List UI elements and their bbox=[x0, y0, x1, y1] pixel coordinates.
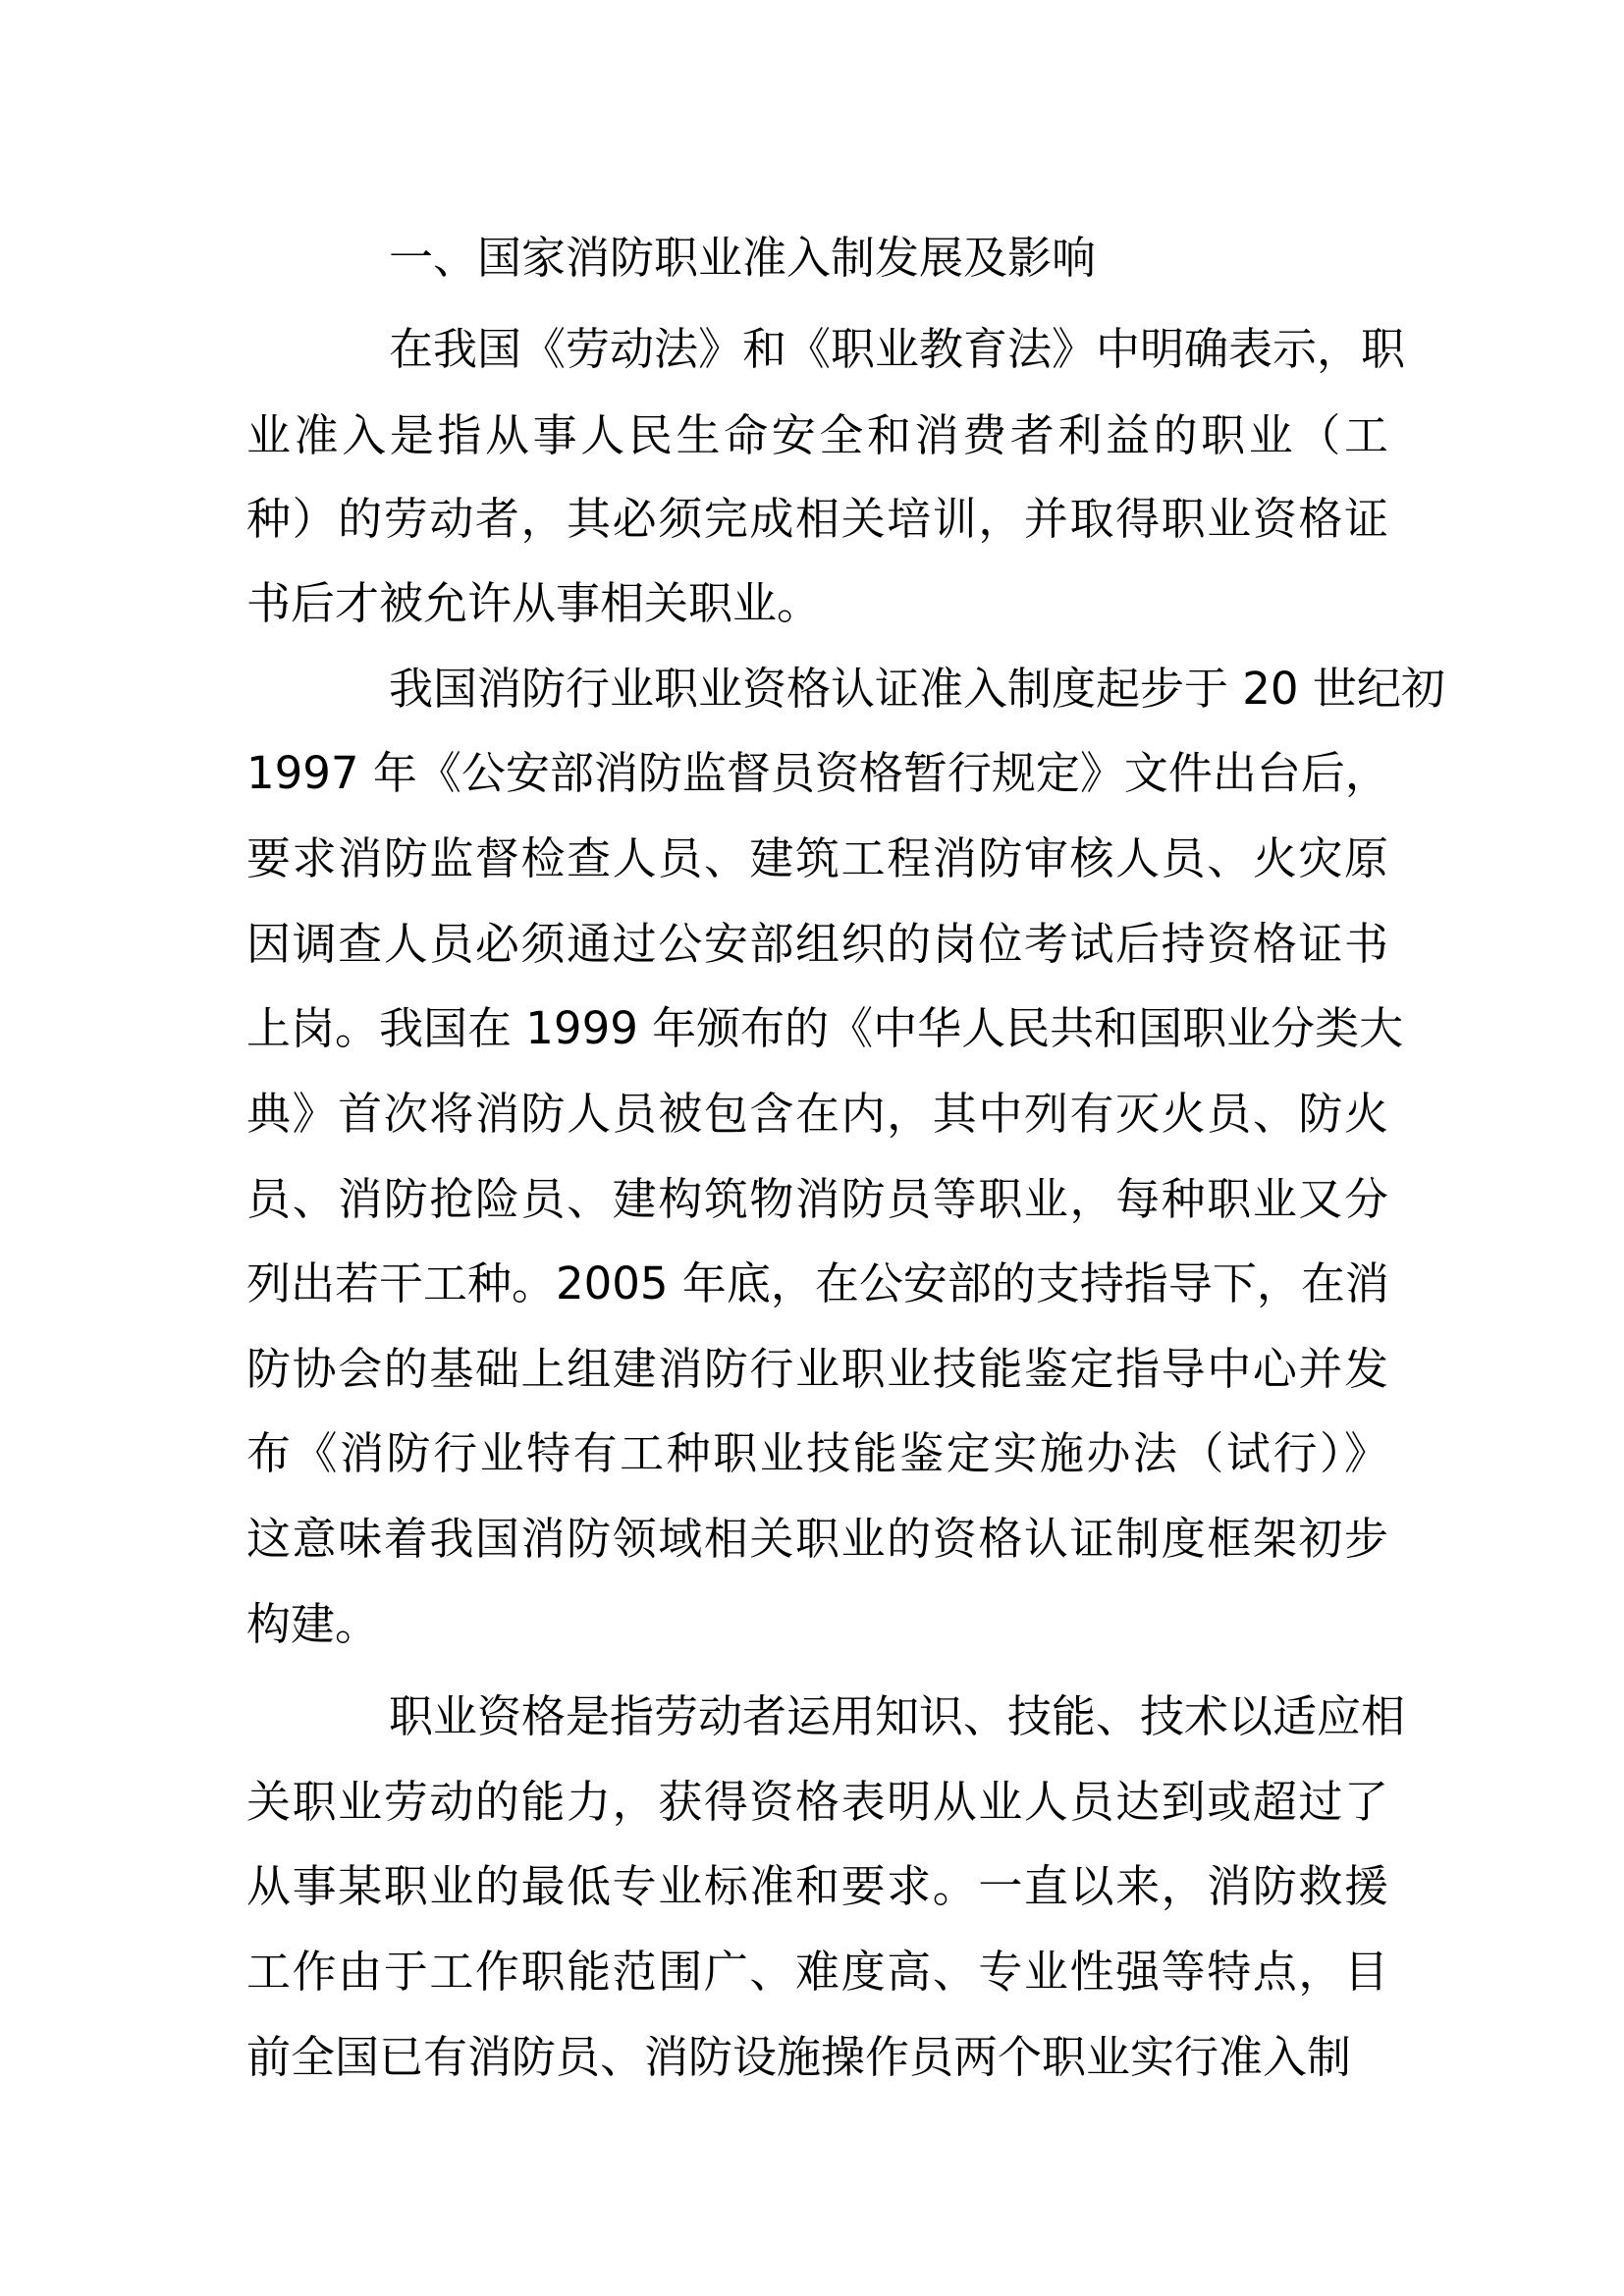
paragraph-3-line: 前全国已有消防员、消防设施操作员两个职业实行准入制 bbox=[246, 2031, 1352, 2084]
paragraph-2-line: 典》首次将消防人员被包含在内，其中列有灭火员、防火 bbox=[246, 1088, 1388, 1141]
paragraph-3-line: 职业资格是指劳动者运用知识、技能、技术以适应相 bbox=[389, 1689, 1406, 1742]
paragraph-2-line: 要求消防监督检查人员、建筑工程消防审核人员、火灾原 bbox=[246, 832, 1388, 885]
paragraph-3-line: 工作由于工作职能范围广、难度高、专业性强等特点，目 bbox=[246, 1945, 1388, 1998]
paragraph-2-line: 1997 年《公安部消防监督员资格暂行规定》文件出台后， bbox=[246, 746, 1389, 799]
paragraph-2-line: 构建。 bbox=[246, 1598, 380, 1651]
paragraph-2-line: 我国消防行业职业资格认证准入制度起步于 20 世纪初 bbox=[389, 663, 1445, 716]
paragraph-3-line: 从事某职业的最低专业标准和要求。一直以来，消防救援 bbox=[246, 1859, 1388, 1912]
paragraph-2-line: 防协会的基础上组建消防行业职业技能鉴定指导中心并发 bbox=[246, 1343, 1388, 1396]
paragraph-1-line: 书后才被允许从事相关职业。 bbox=[246, 576, 822, 629]
paragraph-2-line: 员、消防抢险员、建构筑物消防员等职业，每种职业又分 bbox=[246, 1173, 1388, 1226]
paragraph-3-line: 关职业劳动的能力，获得资格表明从业人员达到或超过了 bbox=[246, 1775, 1388, 1828]
paragraph-1-line: 在我国《劳动法》和《职业教育法》中明确表示，职 bbox=[389, 323, 1406, 376]
paragraph-2-line: 布《消防行业特有工种职业技能鉴定实施办法（试行）》 bbox=[246, 1427, 1388, 1480]
paragraph-2-line: 上岗。我国在 1999 年颁布的《中华人民共和国职业分类大 bbox=[246, 1002, 1404, 1054]
paragraph-2-line: 这意味着我国消防领域相关职业的资格认证制度框架初步 bbox=[246, 1513, 1388, 1566]
section-heading: 一、国家消防职业准入制发展及影响 bbox=[389, 232, 1097, 285]
paragraph-1-line: 业准入是指从事人民生命安全和消费者利益的职业（工 bbox=[246, 408, 1388, 461]
paragraph-1-line: 种）的劳动者，其必须完成相关培训，并取得职业资格证 bbox=[246, 493, 1388, 546]
paragraph-2-line: 因调查人员必须通过公安部组织的岗位考试后持资格证书 bbox=[246, 918, 1388, 971]
paragraph-2-line: 列出若干工种。2005 年底，在公安部的支持指导下，在消 bbox=[246, 1257, 1389, 1310]
